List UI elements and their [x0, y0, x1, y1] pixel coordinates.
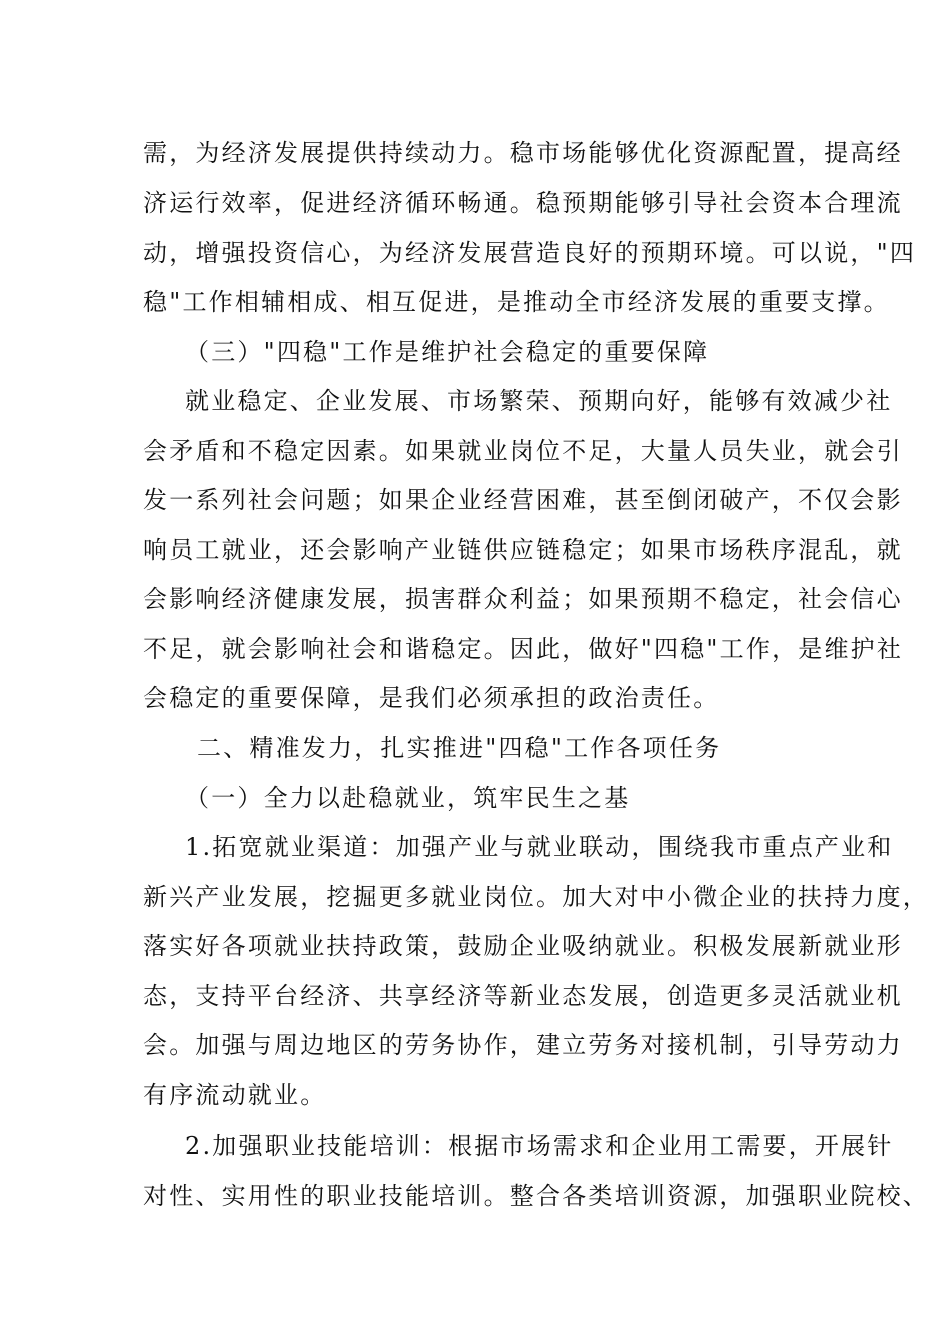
paragraph-line: 需，为经济发展提供持续动力。稳市场能够优化资源配置，提高经 — [143, 139, 903, 167]
paragraph-line: 2.加强职业技能培训：根据市场需求和企业用工需要，开展针 — [185, 1132, 894, 1160]
chapter-heading: 二、精准发力，扎实推进"四稳"工作各项任务 — [197, 734, 722, 762]
paragraph-line: 响员工就业，还会影响产业链供应链稳定；如果市场秩序混乱，就 — [143, 536, 903, 564]
paragraph-line: 态，支持平台经济、共享经济等新业态发展，创造更多灵活就业机 — [143, 982, 903, 1010]
paragraph-line: 济运行效率，促进经济循环畅通。稳预期能够引导社会资本合理流 — [143, 189, 903, 217]
paragraph-line: 动，增强投资信心，为经济发展营造良好的预期环境。可以说，"四 — [143, 239, 917, 267]
paragraph-line: 稳"工作相辅相成、相互促进，是推动全市经济发展的重要支撑。 — [143, 288, 890, 316]
paragraph-line: 1.拓宽就业渠道：加强产业与就业联动，围绕我市重点产业和 — [185, 833, 894, 861]
paragraph-line: 发一系列社会问题；如果企业经营困难，甚至倒闭破产，不仅会影 — [143, 486, 903, 514]
paragraph-line: 不足，就会影响社会和谐稳定。因此，做好"四稳"工作，是维护社 — [143, 635, 904, 663]
paragraph-line: 新兴产业发展，挖掘更多就业岗位。加大对中小微企业的扶持力度， — [143, 883, 929, 911]
section-heading: （一）全力以赴稳就业，筑牢民生之基 — [185, 784, 631, 812]
paragraph-line: 会。加强与周边地区的劳务协作，建立劳务对接机制，引导劳动力 — [143, 1031, 903, 1059]
paragraph-line: 对性、实用性的职业技能培训。整合各类培训资源，加强职业院校、 — [143, 1182, 929, 1210]
paragraph-line: 就业稳定、企业发展、市场繁荣、预期向好，能够有效减少社 — [185, 387, 893, 415]
paragraph-line: 会影响经济健康发展，损害群众利益；如果预期不稳定，社会信心 — [143, 585, 903, 613]
section-heading: （三）"四稳"工作是维护社会稳定的重要保障 — [185, 338, 710, 366]
paragraph-line: 会稳定的重要保障，是我们必须承担的政治责任。 — [143, 684, 720, 712]
paragraph-line: 落实好各项就业扶持政策，鼓励企业吸纳就业。积极发展新就业形 — [143, 932, 903, 960]
paragraph-line: 会矛盾和不稳定因素。如果就业岗位不足，大量人员失业，就会引 — [143, 437, 903, 465]
paragraph-line: 有序流动就业。 — [143, 1081, 327, 1109]
